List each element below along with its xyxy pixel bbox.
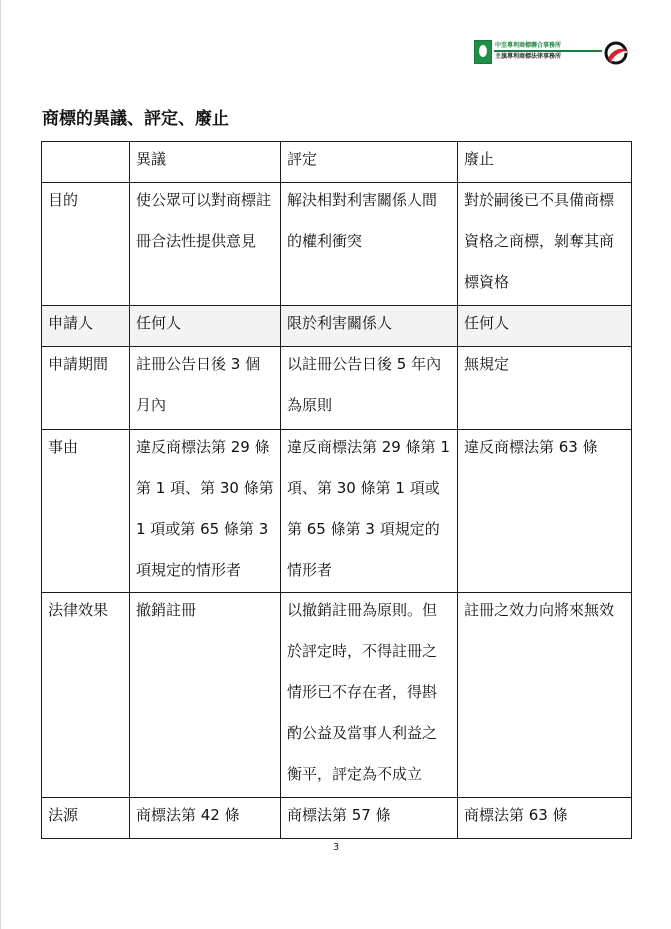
cell-text: 以註冊公告日後 5 年內為原則 (287, 355, 442, 414)
cell-text: 商標法第 57 條 (287, 806, 391, 824)
header-cell-invalidation (281, 142, 458, 183)
table-cell (130, 593, 281, 798)
logo-mark-icon (474, 40, 492, 64)
cell-text: 違反商標法第 29 條第 1 項、第 30 條第 1 項或第 65 條第 3 項規定的情形者 (287, 438, 450, 579)
table-cell (130, 798, 281, 839)
cell-text: 任何人 (136, 314, 182, 332)
row-label-cell (42, 183, 130, 306)
table-cell (458, 183, 632, 306)
cell-text: 對於嗣後已不具備商標資格之商標，剝奪其商標資格 (464, 191, 615, 291)
table-row (42, 183, 632, 306)
row-label-cell (42, 347, 130, 430)
logo-swoosh-icon (603, 40, 628, 67)
row-label-cell (42, 430, 130, 593)
row-label: 法律效果 (48, 601, 109, 619)
cell-text: 限於利害關係人 (287, 314, 393, 332)
table-cell (281, 183, 458, 306)
header-cell-opposition (130, 142, 281, 183)
table-header-row (42, 142, 632, 183)
row-label-cell (42, 798, 130, 839)
table-cell (458, 347, 632, 430)
table-row (42, 798, 632, 839)
table-cell (281, 430, 458, 593)
table-cell (130, 183, 281, 306)
cell-text: 解決相對利害關係人間的權利衝突 (287, 191, 438, 250)
section-title: 商標的異議、評定、廢止 (42, 109, 229, 129)
table-row (42, 593, 632, 798)
comparison-table (41, 141, 632, 839)
row-label: 法源 (48, 806, 79, 824)
cell-text: 任何人 (464, 314, 510, 332)
cell-text: 商標法第 63 條 (464, 806, 568, 824)
row-label-cell (42, 593, 130, 798)
row-label: 申請人 (48, 314, 94, 332)
table-row (42, 347, 632, 430)
table-row (42, 430, 632, 593)
cell-text: 違反商標法第 63 條 (464, 438, 598, 456)
row-label-cell (42, 306, 130, 347)
firm-logo (474, 40, 628, 67)
page-left-edge (0, 0, 1, 929)
header-label: 異議 (136, 150, 167, 168)
cell-text: 違反商標法第 29 條第 1 項、第 30 條第 1 項或第 65 條第 3 項規定的情形者 (136, 438, 274, 579)
logo-line-1: 中至專利商標聯合事務所 (495, 42, 562, 49)
table-cell (281, 593, 458, 798)
logo-line-2: 主旗專利商標法律事務所 (495, 53, 562, 60)
table-cell (130, 306, 281, 347)
cell-text: 商標法第 42 條 (136, 806, 240, 824)
table-cell (458, 593, 632, 798)
table-cell (130, 430, 281, 593)
table-cell (281, 798, 458, 839)
table-cell (458, 798, 632, 839)
cell-text: 使公眾可以對商標註冊合法性提供意見 (136, 191, 272, 250)
cell-text: 註冊之效力向將來無效 (464, 601, 615, 619)
header-label: 評定 (287, 150, 318, 168)
cell-text: 註冊公告日後 3 個月內 (136, 355, 261, 414)
cell-text: 無規定 (464, 355, 510, 373)
header-label: 廢止 (464, 150, 495, 168)
cell-text: 撤銷註冊 (136, 601, 197, 619)
table-cell (130, 347, 281, 430)
row-label: 目的 (48, 191, 79, 209)
row-label: 事由 (48, 438, 79, 456)
table-cell (281, 347, 458, 430)
table-cell (458, 306, 632, 347)
cell-text: 以撤銷註冊為原則。但於評定時，不得註冊之情形已不存在者，得斟酌公益及當事人利益之衡平，評定為不成立 (287, 601, 438, 783)
table-row (42, 306, 632, 347)
table-cell (458, 430, 632, 593)
header-cell-empty (42, 142, 130, 183)
table-cell (281, 306, 458, 347)
row-label: 申請期間 (48, 355, 109, 373)
page-number: 3 (332, 842, 340, 853)
header-cell-revocation (458, 142, 632, 183)
